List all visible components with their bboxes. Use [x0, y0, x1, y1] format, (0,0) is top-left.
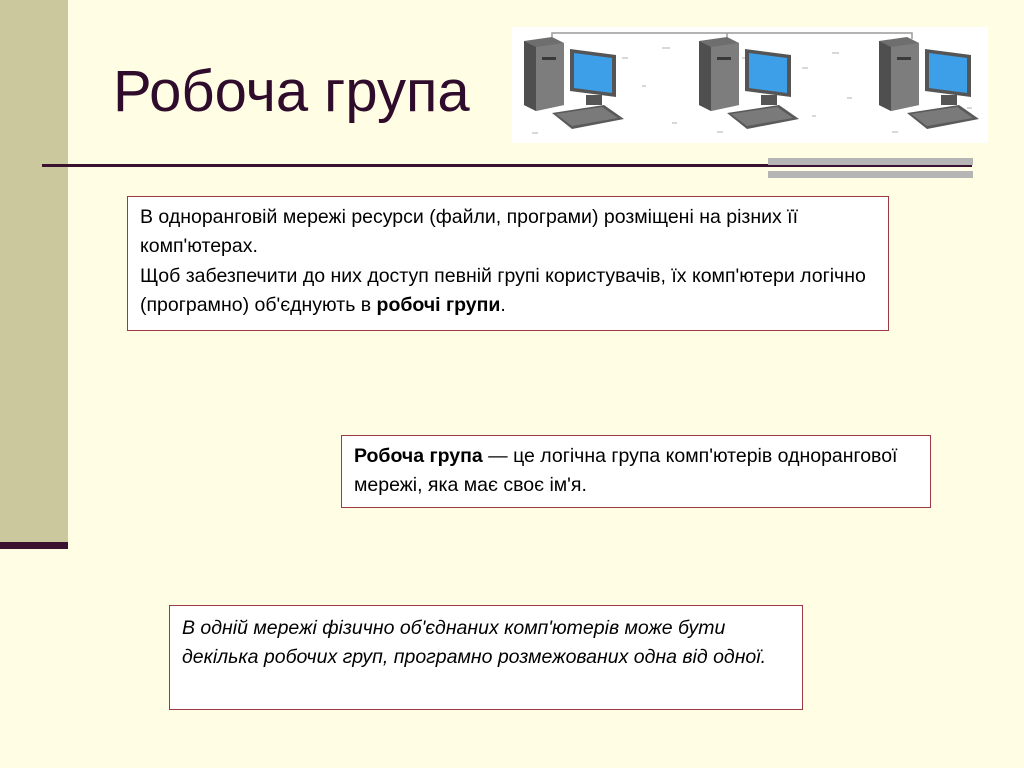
workgroup-definition-box: [341, 435, 931, 508]
workgroup-term-bold: робочі групи: [376, 293, 501, 316]
side-accent-bar: [0, 542, 68, 549]
slide-title: Робоча група: [113, 59, 470, 124]
resources-text: В одноранговій мережі ресурси (файли, програми) розміщені на різних її комп'ютерах.: [140, 206, 799, 258]
side-band: [0, 0, 68, 545]
definition-text: Робоча група — це логічна група комп'ютерів однорангової мережі, яка має своє ім'я.: [354, 445, 898, 497]
title-divider-accent: [768, 158, 973, 180]
peer-network-resources-box: [127, 196, 889, 331]
computer-icon: [699, 37, 799, 129]
workgroup-purpose-text: Щоб забезпечити до них доступ певній групі користувачів, їх комп'ютери логічно (програмно) об'єднують в робочі групи.: [140, 264, 866, 316]
computer-icon: [879, 37, 979, 129]
note-text: В одній мережі фізично об'єднаних комп'ютерів може бути декілька робочих груп, програмно розмежованих одна від одної.: [182, 617, 767, 669]
multiple-workgroups-note-box: [169, 605, 803, 710]
definition-term: Робоча група: [354, 445, 483, 467]
network-illustration: [512, 27, 988, 143]
computer-icon: [524, 37, 624, 129]
